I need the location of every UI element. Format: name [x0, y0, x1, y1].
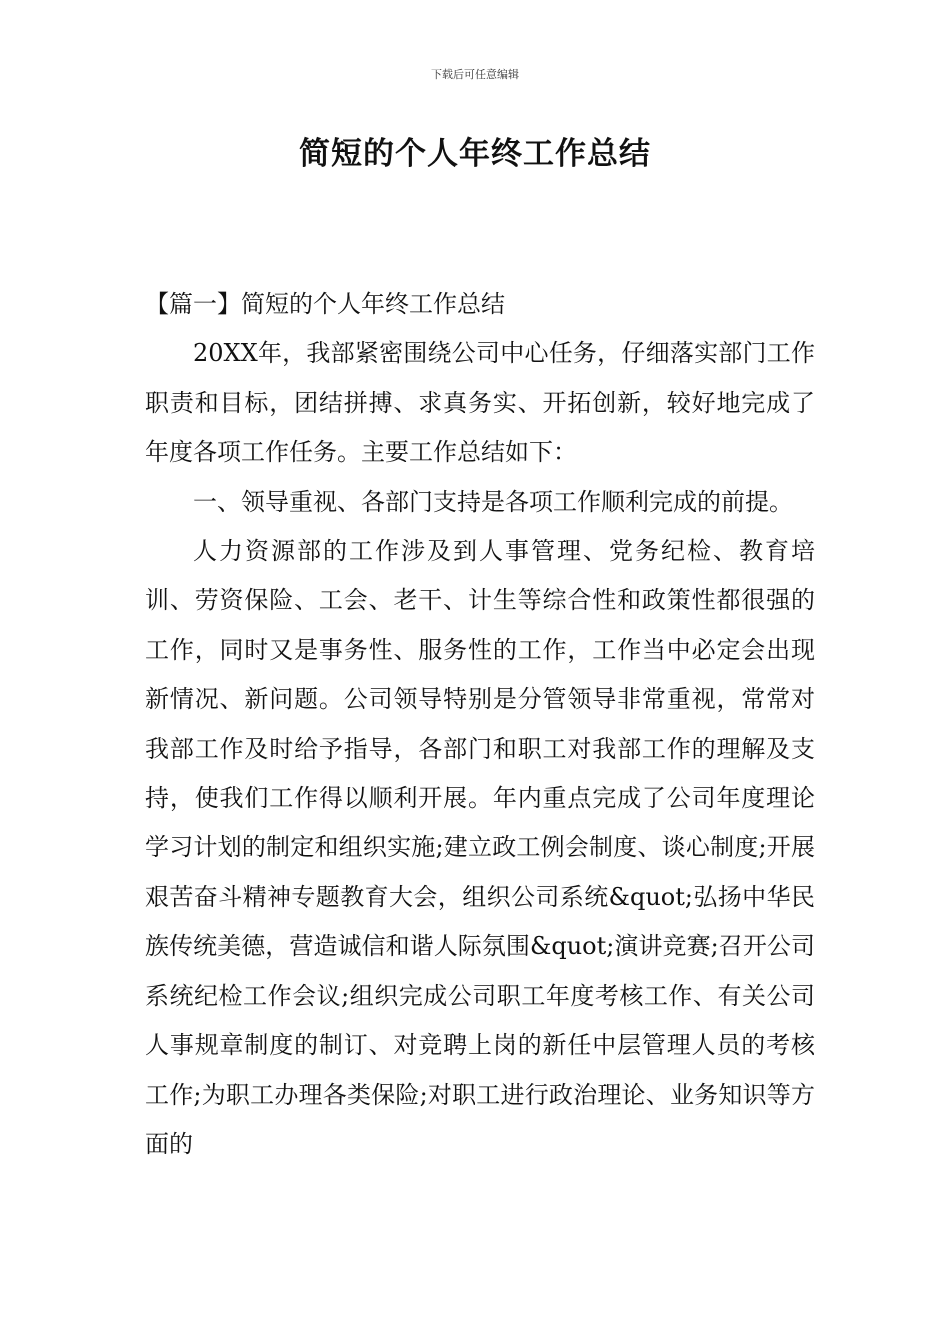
header-note: 下载后可任意编辑	[431, 68, 519, 81]
document-title: 简短的个人年终工作总结	[299, 136, 651, 172]
document-body	[145, 280, 815, 1169]
paragraph-point-one: 一、领导重视、各部门支持是各项工作顺利完成的前提。	[193, 487, 793, 516]
paragraph-hr-work: 人力资源部的工作涉及到人事管理、党务纪检、教育培训、劳资保险、工会、老干、计生等综合性和政策性都很强的工作，同时又是事务性、服务性的工作，工作当中必定会出现新情况、新问题。公司领导特别是分管领导非常重视，常常对我部工作及时给予指导，各部门和职工对我部工作的理解及支持，使我们工作得以顺利开展。年内重点完成了公司年度理论学习计划的制定和组织实施;建立政工例会制度、谈心制度;开展艰苦奋斗精神专题教育大会，组织公司系统&quot;弘扬中华民族传统美德，营造诚信和谐人际氛围&quot;演讲竞赛;召开公司系统纪检工作会议;组织完成公司职工年度考核工作、有关公司人事规章制度的制订、对竞聘上岗的新任中层管理人员的考核工作;为职工办理各类保险;对职工进行政治理论、业务知识等方面的	[145, 537, 815, 1158]
section-heading: 【篇一】简短的个人年终工作总结	[145, 290, 505, 318]
paragraph-intro: 20XX年，我部紧密围绕公司中心任务，仔细落实部门工作职责和目标，团结拼搏、求真务实、开拓创新，较好地完成了年度各项工作任务。主要工作总结如下：	[145, 339, 815, 467]
